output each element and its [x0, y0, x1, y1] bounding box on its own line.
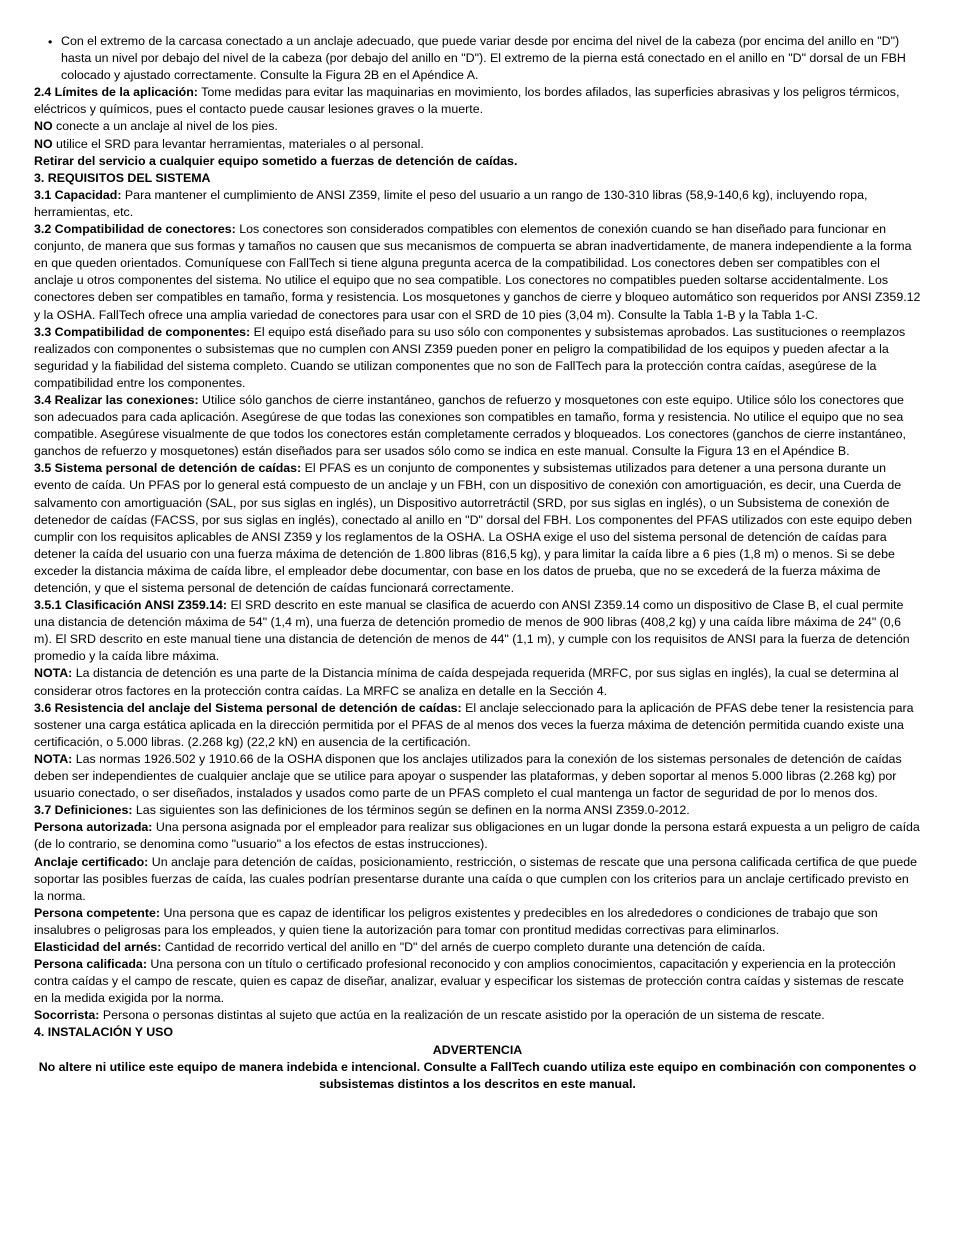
warning-block: [34, 1042, 921, 1093]
section-3-5-1: [34, 597, 921, 665]
section-title: 3.1 Capacidad:: [34, 187, 122, 202]
section-3-3: [34, 324, 921, 392]
warning-heading-text: ADVERTENCIA: [432, 1042, 523, 1057]
section-2-4: [34, 84, 921, 118]
section-text: Para mantener el cumplimiento de ANSI Z359, limite el peso del usuario a un rango de 130-310 libras (58,9-140,6 kg), incluyendo ropa, herramientas, etc.: [34, 187, 868, 219]
section-3-heading: [34, 170, 921, 187]
remove-text: Retirar del servicio a cualquier equipo sometido a fuerzas de detención de caídas.: [34, 153, 518, 168]
definition-term: Persona autorizada:: [34, 820, 153, 835]
section-3-2: [34, 221, 921, 324]
section-text: Tome medidas para evitar las maquinarias en movimiento, los bordes afilados, las superficies abrasivas y los peligros térmicos, eléctricos y químicos, pues el contacto puede causar lesiones graves o la muerte.: [34, 85, 900, 117]
definition-text: Una persona asignada por el empleador para realizar sus obligaciones en un lugar donde la persona estará expuesta a un peligro de caída (de lo contrario, se denomina como "usuario" a los efectos de estas instrucciones).: [34, 820, 920, 852]
definition-socorrista: [34, 1007, 921, 1024]
section-title: 3.3 Compatibilidad de componentes:: [34, 324, 251, 339]
no-text: utilice el SRD para levantar herramientas, materiales o al personal.: [52, 136, 424, 151]
section-3-7: [34, 802, 921, 819]
section-text: El anclaje seleccionado para la aplicación de PFAS debe tener la resistencia para sostener una carga estática aplicada en la dirección permitida por el PFAS de al menos dos veces la fuerza máxima de detención permitida cuando existe una certificación, o 5.000 libras. (2.268 kg) (22,2 kN) en ausencia de la certificación.: [34, 700, 914, 749]
warning-body-text: No altere ni utilice este equipo de manera indebida e intencional. Consulte a FallTech cuando utiliza este equipo en combinación con componentes o subsistemas distintos a los descritos en este manual.: [38, 1059, 917, 1091]
section-text: El equipo está diseñado para su uso sólo con componentes y subsistemas aprobados. Las sustituciones o reemplazos realizados con componentes o subsistemas que no cumplen con ANSI Z359 pueden poner en peligro la compatibilidad de los equipos y pueden afectar a la seguridad y la fiabilidad del sistema completo. Cuando se utilizan componentes que no son de FallTech para la protección contra caídas, asegúrese de la compatibilidad entre los componentes.: [34, 324, 906, 390]
definition-term: Elasticidad del arnés:: [34, 939, 162, 954]
section-title: 3.6 Resistencia del anclaje del Sistema personal de detención de caídas:: [34, 700, 462, 715]
section-text: El SRD descrito en este manual se clasifica de acuerdo con ANSI Z359.14 como un dispositivo de Clase B, el cual permite una distancia de detención máxima de 54" (1,4 m), una fuerza de detención promedio de menos de 900 libras (408,2 kg) y una caída libre máxima de 24" (0,6 m). El SRD descrito en este manual tiene una distancia de detención de menos de 44" (1,1 m), y cumple con los requisitos de ANSI para la fuerza de detención promedio y la caída libre máxima.: [34, 598, 910, 664]
section-3-6: [34, 700, 921, 751]
note-text: Las normas 1926.502 y 1910.66 de la OSHA disponen que los anclajes utilizados para la conexión de los sistemas personales de detención de caídas deben ser independientes de cualquier anclaje que se utilice para apoyar o suspender las plataformas, y deben soportar al menos 5.000 libras (2.268 kg) por usuario conectado, o ser diseñados, instalados y usados como parte de un PFAS completo el cual mantenga un factor de seguridad de por lo menos dos.: [34, 751, 902, 801]
definition-persona-competente: [34, 905, 921, 939]
no-anchor-feet: [34, 118, 921, 135]
no-lifting: [34, 136, 921, 153]
bullet-text: Con el extremo de la carcasa conectado a un anclaje adecuado, que puede variar desde por encima del nivel de la cabeza (por encima del anillo en "D") hasta un nivel por debajo del nivel de la cabeza (por debajo del anillo en "D"). El extremo de la pierna está conectado en el anillo en "D" dorsal de un FBH colocado y ajustado correctamente. Consulte la Figura 2B en el Apéndice A.: [61, 34, 906, 83]
note-text: La distancia de detención es una parte de la Distancia mínima de caída despejada requerida (MRFC, por sus siglas en inglés), la cual se determina al considerar otros factores en la protección contra caídas. La MRFC se analiza en detalle en la Sección 4.: [34, 666, 899, 698]
heading-text: 4. INSTALACIÓN Y USO: [34, 1025, 174, 1040]
definition-text: Un anclaje para detención de caídas, posicionamiento, restricción, o sistemas de rescate que una persona calificada certifica de que puede soportar las posibles fuerzas de caída, las cuales podrían presentarse durante una caída o que cumplen con los criterios para un anclaje certificado previsto en la norma.: [34, 854, 917, 903]
definition-text: Cantidad de recorrido vertical del anillo en "D" del arnés de cuerpo completo durante una detención de caída.: [161, 939, 766, 954]
warning-text: [34, 1059, 921, 1093]
section-title: 3.5.1 Clasificación ANSI Z359.14:: [34, 598, 228, 613]
definition-term: Persona calificada:: [34, 957, 147, 972]
section-3-4: [34, 392, 921, 460]
definition-text: Una persona con un título o certificado profesional reconocido y con amplios conocimientos, capacitación y experiencia en la protección contra caídas y el campo de rescate, quien es capaz de diseñar, analizar, evaluar y especificar los sistemas de protección contra caídas y sistemas de rescate en la medida exigida por la norma.: [34, 957, 904, 1006]
no-label: NO: [34, 119, 53, 134]
note-1: [34, 665, 921, 699]
warning-heading: [34, 1042, 921, 1059]
section-3-5: [34, 460, 921, 597]
definition-term: Anclaje certificado:: [34, 854, 149, 869]
definition-persona-autorizada: [34, 819, 921, 853]
section-3-1: [34, 187, 921, 221]
section-text: Las siguientes son las definiciones de los términos según se definen en la norma ANSI Z359.0-2012.: [132, 803, 690, 818]
definition-text: Persona o personas distintas al sujeto que actúa en la realización de un rescate asistido por la operación de un sistema de rescate.: [99, 1008, 825, 1023]
definition-term: Socorrista:: [34, 1008, 100, 1023]
section-title: 3.2 Compatibilidad de conectores:: [34, 222, 236, 237]
definition-persona-calificada: [34, 956, 921, 1007]
definition-text: Una persona que es capaz de identificar los peligros existentes y predecibles en los alrededores o condiciones de trabajo que son insalubres o peligrosas para los empleados, y quien tiene la autorización para tomar con prontitud medidas correctivas para eliminarlos.: [34, 905, 878, 937]
section-text: Los conectores son considerados compatibles con elementos de conexión cuando se han diseñado para funcionar en conjunto, de manera que sus formas y tamaños no causen que sus mecanismos de compuerta se abran inadvertidamente, de manera independiente a la forma en que queden orientados. Comuníquese con FallTech si tiene alguna pregunta acerca de la compatibilidad. Los conectores deben ser compatibles con el anclaje u otros componentes del sistema. No utilice el equipo que no sea compatible. Los conectores no compatibles pueden soltarse accidentalmente. Los conectores deben ser compatibles en tamaño, forma y resistencia. Los mosquetones y ganchos de cierre y bloqueo automático son requeridos por ANSI Z359.12 y la OSHA. FallTech ofrece una amplia variedad de conectores para usar con el SRD de 10 pies (3,04 m). Consulte la Tabla 1-B y la Tabla 1-C.: [34, 222, 921, 322]
section-title: 3.7 Definiciones:: [34, 803, 133, 818]
note-title: NOTA:: [34, 666, 73, 681]
section-title: 3.4 Realizar las conexiones:: [34, 392, 199, 407]
bullet-list: [48, 33, 921, 84]
section-text: El PFAS es un conjunto de componentes y subsistemas utilizados para detener a una persona durante un evento de caída. Un PFAS por lo general está compuesto de un anclaje y un FBH, con un dispositivo de conexión con amortiguación, es decir, una Cuerda de salvamento con amortiguación (SAL, por sus siglas en inglés), un Dispositivo autorretráctil (SRD, por sus siglas en inglés), o un Subsistema de conexión de detenedor de caídas (FACSS, por sus siglas en inglés), conectado al anillo en "D" dorsal del FBH. Los componentes del PFAS utilizados con este equipo deben cumplir con los requisitos aplicables de ANSI Z359 y los reglamentos de la OSHA. La OSHA exige el uso del sistema personal de detención de caídas para detener la caída del usuario con una fuerza máxima de detención de 1.800 libras (816,5 kg), y para limitar la caída libre a 6 pies (1,8 m) o menos. Si se debe exceder la distancia máxima de caída libre, el empleador debe documentar, con base en los datos de prueba, que no se excederá de la fuerza máxima de detención, y que el sistema personal de detención de caídas funcionará correctamente.: [34, 461, 913, 595]
no-text: conecte a un anclaje al nivel de los pies.: [52, 119, 278, 134]
note-2: [34, 751, 921, 802]
heading-text: 3. REQUISITOS DEL SISTEMA: [34, 170, 211, 185]
definition-elasticidad-arnes: [34, 939, 921, 956]
section-title: 2.4 Límites de la aplicación:: [34, 85, 198, 100]
remove-from-service: [34, 153, 921, 170]
definition-anclaje-certificado: [34, 854, 921, 905]
section-title: 3.5 Sistema personal de detención de caídas:: [34, 461, 302, 476]
section-4-heading: [34, 1024, 921, 1041]
definition-term: Persona competente:: [34, 905, 161, 920]
section-text: Utilice sólo ganchos de cierre instantáneo, ganchos de refuerzo y mosquetones con este equipo. Utilice sólo los conectores que son adecuados para cada aplicación. Asegúrese de que todas las conexiones son compatibles en tamaño, forma y resistencia. No utilice el equipo que no sea compatible. Asegúrese visualmente de que todos los conectores están completamente cerrados y bloqueados. Los conectores (ganchos de cierre instantáneo, ganchos de refuerzo y mosquetones) están diseñados para ser usados sólo como se indica en este manual. Consulte la Figura 13 en el Apéndice B.: [34, 392, 906, 459]
note-title: NOTA:: [34, 751, 73, 766]
no-label: NO: [34, 136, 53, 151]
bullet-item: [48, 33, 921, 84]
bullet-icon: •: [48, 35, 53, 49]
